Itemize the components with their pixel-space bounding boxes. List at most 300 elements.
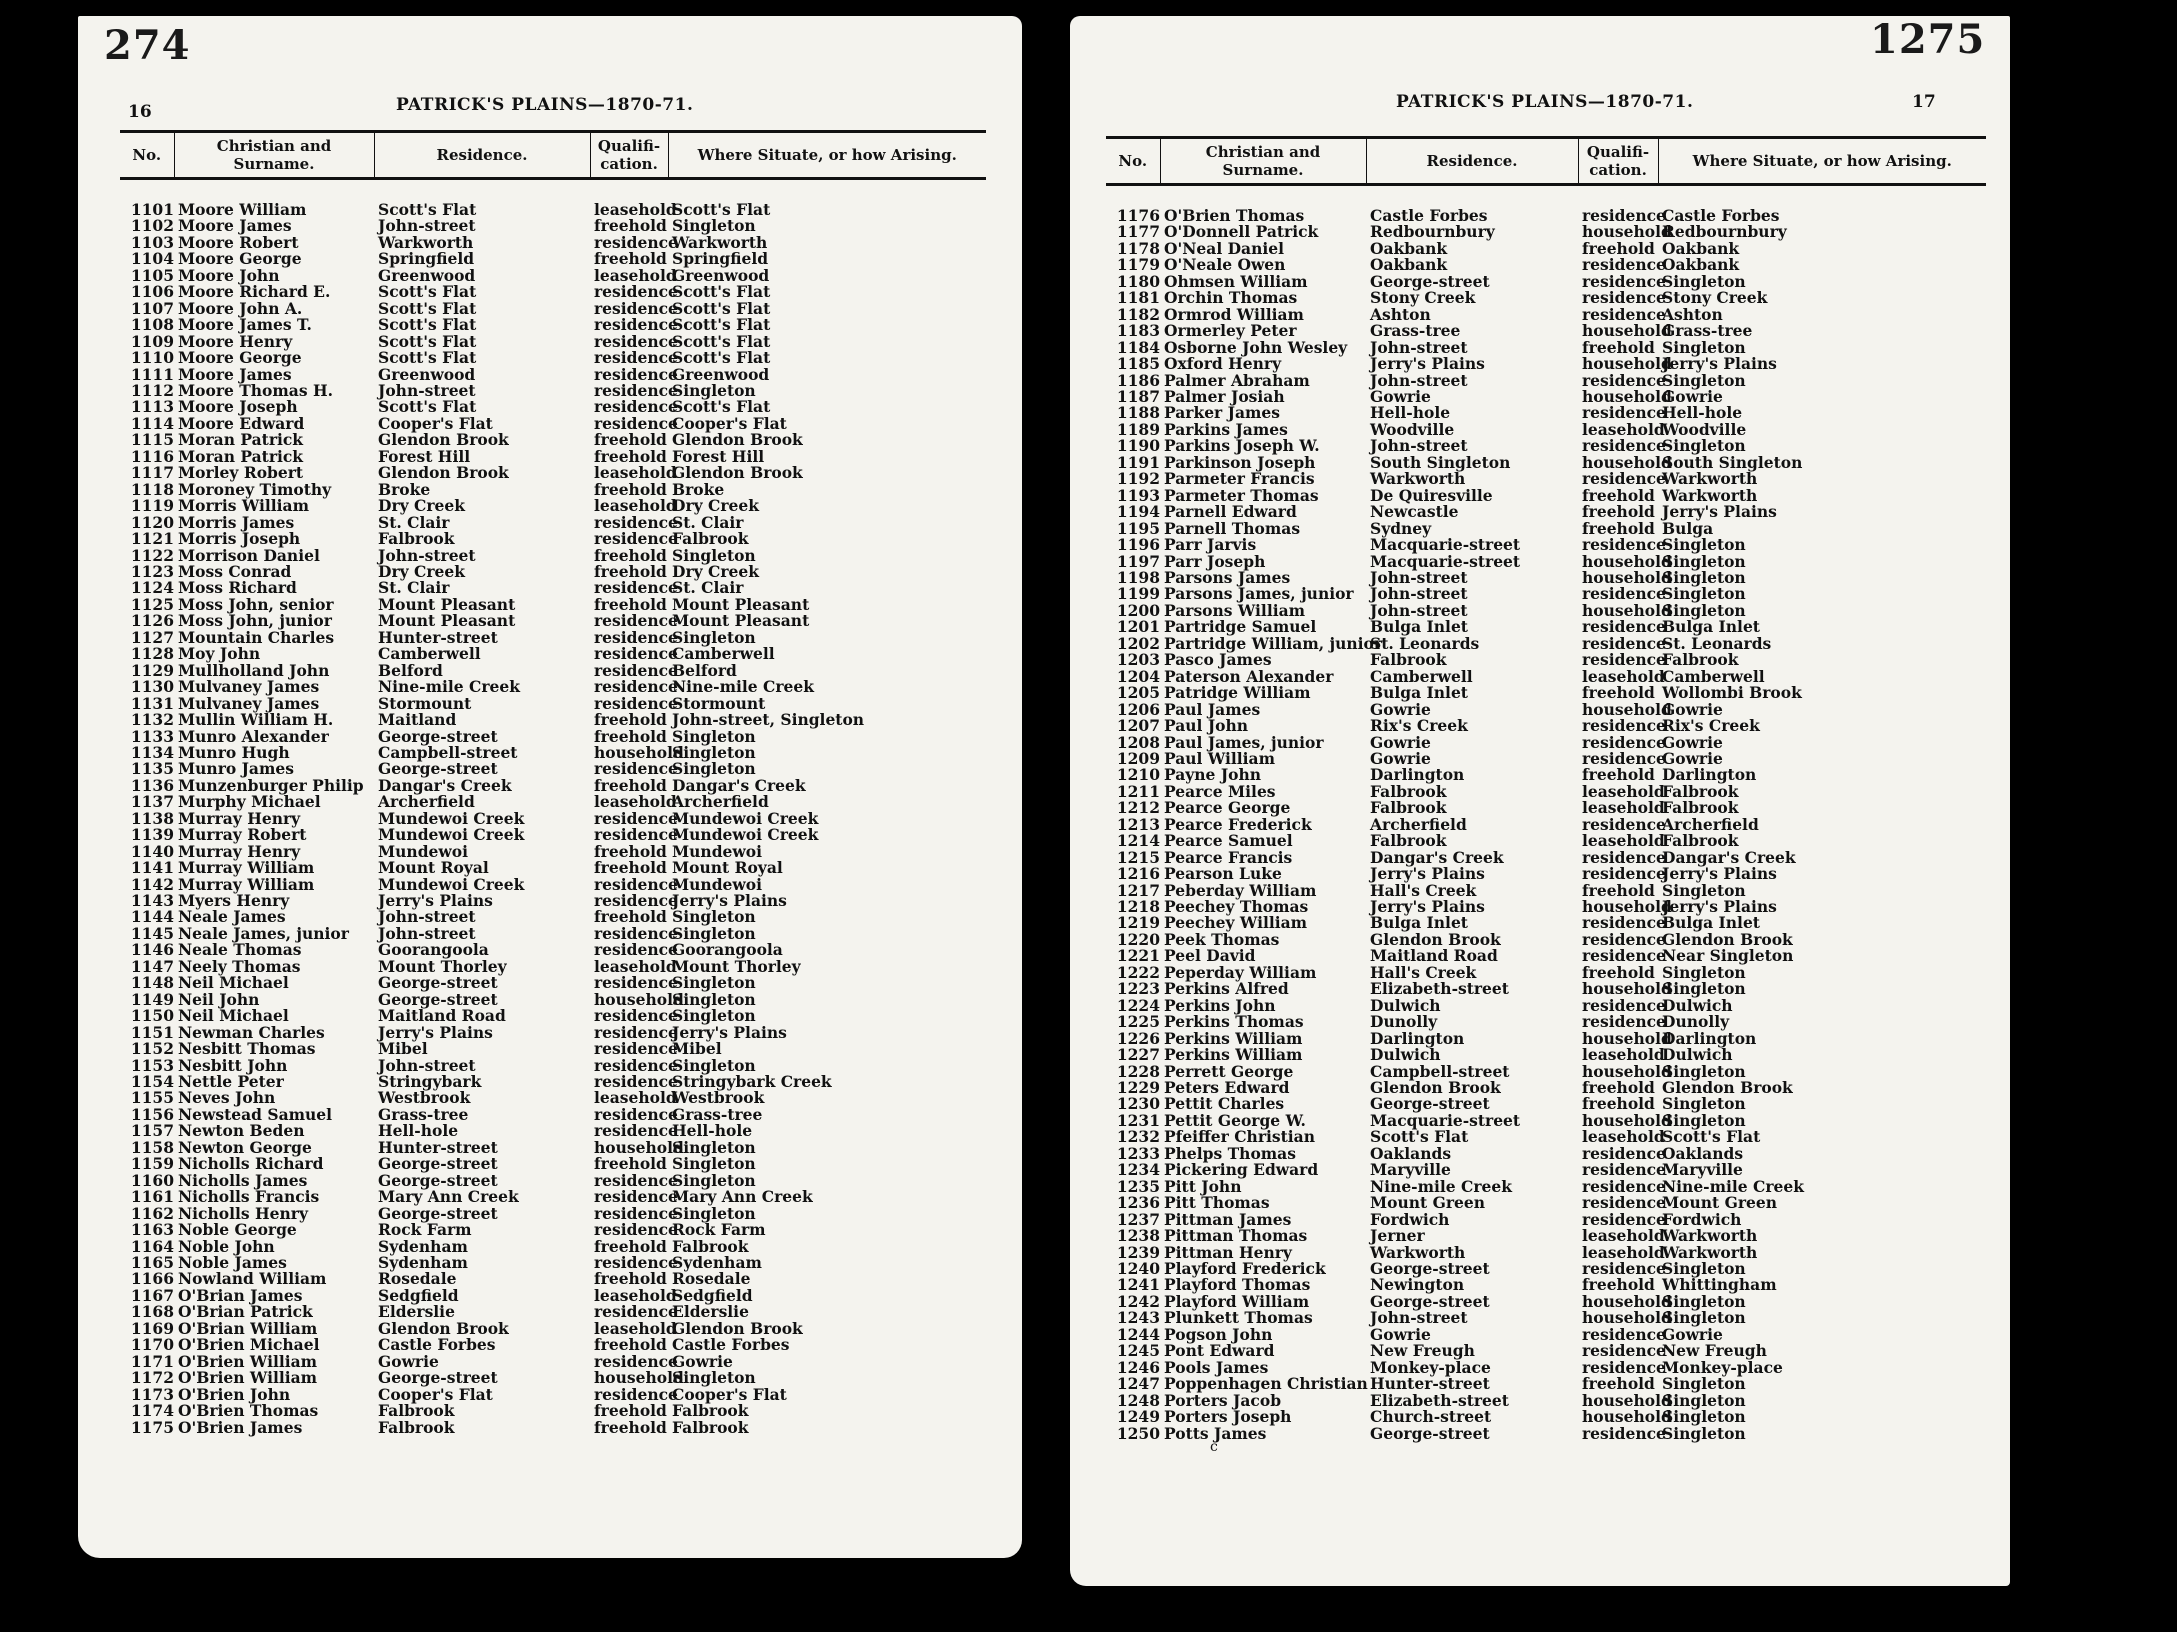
where-situate: Dangar's Creek [672,775,806,795]
row-number: 1185 [1116,354,1160,374]
qualification: household [594,1368,684,1388]
where-situate: Singleton [1662,962,1746,982]
row-number: 1142 [130,874,174,894]
row-number: 1137 [130,792,174,812]
voter-name: Pearce George [1164,798,1291,818]
residence: George-street [1370,1291,1490,1311]
residence: Mundewoi Creek [378,825,525,845]
voter-name: O'Brien William [178,1368,318,1388]
qualification: residence [1582,913,1666,933]
voter-name: Plunkett Thomas [1164,1308,1313,1328]
row-number: 1128 [130,644,174,664]
voter-name: Playford Thomas [1164,1275,1311,1295]
row-number: 1165 [130,1253,174,1272]
row-number: 1139 [130,825,174,845]
row-number: 1235 [1116,1176,1160,1196]
voter-name: Paul James, junior [1164,732,1324,752]
row-number: 1220 [1116,929,1160,949]
where-situate: Singleton [672,726,756,746]
where-situate: Gowrie [1662,699,1723,719]
voter-name: Paul James [1164,699,1261,719]
where-situate: Mount Royal [672,858,783,878]
page-title: PATRICK'S PLAINS—1870-71. [396,95,694,115]
table-header-row [120,132,986,179]
qualification: household [594,742,684,762]
qualification: freehold [594,561,667,581]
where-situate: Singleton [672,742,756,762]
residence: Rock Farm [378,1220,472,1240]
row-number: 1119 [130,496,174,516]
residence: Grass-tree [378,1104,469,1124]
qualification: residence [594,413,678,433]
residence: Jerry's Plains [1370,897,1485,917]
qualification: household [1582,600,1672,620]
qualification: freehold [1582,683,1655,703]
where-situate: Belford [672,660,737,680]
voter-name: Osborne John Wesley [1164,337,1348,357]
qualification: freehold [594,1417,667,1437]
residence: Rosedale [378,1269,457,1289]
qualification: freehold [1582,962,1655,982]
where-situate: Hell-hole [1662,403,1743,423]
qualification: residence [594,923,678,943]
row-number: 1133 [130,726,174,746]
where-situate: Singleton [1662,551,1746,571]
qualification: leasehold [594,956,677,976]
row-number: 1110 [130,348,174,368]
voter-name: Parker James [1164,403,1280,423]
voter-name: Perkins Thomas [1164,1012,1304,1032]
qualification: household [1582,1390,1672,1410]
residence: Dulwich [1370,995,1441,1015]
qualification: residence [594,364,678,384]
where-situate: Jerry's Plains [1662,897,1777,917]
qualification: freehold [1582,1275,1655,1295]
where-situate: Stormount [672,693,766,713]
voter-name: Porters Jacob [1164,1390,1282,1410]
residence: Stormount [378,693,472,713]
voter-name: Mulvaney James [178,677,320,697]
where-situate: Singleton [672,973,756,993]
left-page [78,16,1022,1558]
row-number: 1169 [130,1318,174,1338]
voter-name: Murray Henry [178,841,301,861]
row-number: 1226 [1116,1028,1160,1048]
voter-name: Moore Robert [178,232,299,252]
residence: Forest Hill [378,446,471,466]
where-situate: Singleton [1662,1110,1746,1130]
qualification: household [1582,897,1672,917]
row-number: 1175 [130,1417,174,1437]
qualification: leasehold [1582,419,1665,439]
qualification: residence [594,348,678,368]
residence: Elderslie [378,1302,455,1322]
voter-name: Perkins William [1164,1028,1303,1048]
voter-name: Ormrod William [1164,304,1304,324]
voter-name: Oxford Henry [1164,354,1282,374]
residence: St. Clair [378,512,450,532]
where-situate: Oaklands [1662,1143,1744,1163]
row-number: 1180 [1116,271,1160,291]
row-number: 1209 [1116,748,1160,768]
row-number: 1114 [130,413,174,433]
row-number: 1177 [1116,222,1160,242]
row-number: 1144 [130,907,174,927]
where-situate: Mount Thorley [672,956,801,976]
voter-name: Pearce Samuel [1164,831,1293,851]
row-number: 1112 [130,380,174,400]
qualification: household [594,989,684,1009]
qualification: freehold [1582,765,1655,785]
where-situate: Near Singleton [1662,946,1794,966]
voter-name: Moore Thomas H. [178,380,334,400]
qualification: freehold [1582,880,1655,900]
residence: Campbell-street [378,742,518,762]
where-situate: Falbrook [672,529,749,549]
row-number: 1147 [130,956,174,976]
where-situate: Warkworth [1662,1242,1758,1262]
row-number: 1191 [1116,452,1160,472]
residence: Macquarie-street [1370,551,1521,571]
residence: Campbell-street [1370,1061,1510,1081]
row-number: 1219 [1116,913,1160,933]
voter-name: Nowland William [178,1269,327,1289]
voter-name: Peechey Thomas [1164,897,1309,917]
row-number: 1159 [130,1154,174,1174]
voter-name: O'Brian James [178,1285,303,1305]
qualification: household [1582,1407,1672,1427]
qualification: freehold [594,710,667,730]
voter-name: Moran Patrick [178,430,304,450]
table-row [120,179,986,219]
voter-name: Nettle Peter [178,1072,284,1092]
voter-name: Pickering Edward [1164,1160,1319,1180]
residence: Castle Forbes [1370,206,1488,225]
residence: Mount Pleasant [378,594,516,614]
voter-name: Neely Thomas [178,956,301,976]
qualification: freehold [594,1335,667,1355]
voter-name: Munzenburger Philip [178,775,364,795]
qualification: residence [1582,1160,1666,1180]
qualification: freehold [1582,1094,1655,1114]
where-situate: Singleton [672,1055,756,1075]
voter-name: Nicholls Henry [178,1203,308,1223]
voter-name: Parkins James [1164,419,1288,439]
where-situate: Jerry's Plains [672,891,787,911]
row-number: 1200 [1116,600,1160,620]
where-situate: Gowrie [1662,386,1723,406]
residence: Scott's Flat [378,200,477,219]
qualification: residence [594,660,678,680]
residence: St. Leonards [1370,633,1480,653]
voter-name: Moore John [178,265,280,285]
voter-name: Peek Thomas [1164,929,1280,949]
residence: Ashton [1370,304,1431,324]
qualification: leasehold [594,1088,677,1108]
qualification: residence [1582,946,1666,966]
where-situate: Singleton [1662,584,1746,604]
residence: Falbrook [1370,781,1447,801]
voter-name: O'Brien Michael [178,1335,320,1355]
residence: Falbrook [1370,831,1447,851]
qualification: residence [594,627,678,647]
voter-name: Moore James [178,364,292,384]
qualification: residence [594,891,678,911]
row-number: 1194 [1116,502,1160,522]
voter-name: Moss John, senior [178,594,334,614]
row-number: 1116 [130,446,174,466]
qualification: freehold [594,1401,667,1421]
voter-name: Moore Joseph [178,397,298,417]
where-situate: Grass-tree [1662,321,1753,341]
qualification: household [1582,1110,1672,1130]
qualification: residence [1582,535,1666,555]
residence: Cooper's Flat [378,1384,493,1404]
row-number: 1230 [1116,1094,1160,1114]
residence: Woodville [1370,419,1455,439]
where-situate: Mundewoi Creek [672,808,819,828]
qualification: residence [594,1104,678,1124]
row-number: 1201 [1116,617,1160,637]
qualification: residence [594,1006,678,1026]
voter-name: Parr Joseph [1164,551,1266,571]
qualification: residence [1582,748,1666,768]
voter-name: Pearce Frederick [1164,814,1312,834]
qualification: leasehold [594,200,677,219]
qualification: residence [594,874,678,894]
where-situate: Greenwood [672,265,770,285]
where-situate: Stringybark Creek [672,1072,832,1092]
residence: Stony Creek [1370,288,1476,308]
qualification: residence [1582,1012,1666,1032]
row-number: 1156 [130,1104,174,1124]
residence: Jerner [1370,1226,1425,1246]
residence: Castle Forbes [378,1335,496,1355]
where-situate: Dunolly [1662,1012,1730,1032]
where-situate: Singleton [672,1170,756,1190]
header-residence: Residence. [374,132,590,179]
residence: John-street [378,545,476,565]
table-row [1106,185,1986,225]
residence: John-street [378,907,476,927]
voter-name: Pittman Thomas [1164,1226,1308,1246]
row-number: 1193 [1116,485,1160,505]
row-number: 1154 [130,1072,174,1092]
voter-name: Playford Frederick [1164,1259,1326,1278]
header-qualification: Qualifi-cation. [1578,138,1658,185]
residence: Mundewoi Creek [378,808,525,828]
voter-name: Porters Joseph [1164,1407,1292,1427]
row-number: 1157 [130,1121,174,1141]
residence: Darlington [1370,765,1465,785]
row-number: 1153 [130,1055,174,1075]
residence: George-street [1370,271,1490,291]
where-situate: Gowrie [1662,1324,1723,1344]
where-situate: Singleton [672,216,756,236]
row-number: 1109 [130,331,174,351]
residence: Gowrie [1370,1324,1431,1344]
residence: Cooper's Flat [378,413,493,433]
where-situate: Mibel [672,1039,722,1059]
residence: St. Clair [378,578,450,598]
voter-name: Pitt John [1164,1176,1242,1196]
qualification: leasehold [594,463,677,483]
residence: Church-street [1370,1407,1492,1427]
row-number: 1214 [1116,831,1160,851]
qualification: residence [594,380,678,400]
voter-name: Pearce Miles [1164,781,1276,801]
voter-name: Mullholland John [178,660,330,680]
residence: Scott's Flat [378,397,477,417]
row-number: 1206 [1116,699,1160,719]
residence: John-street [1370,584,1468,604]
row-number: 1143 [130,891,174,911]
residence: John-street [1370,436,1468,456]
where-situate: Singleton [1662,1291,1746,1311]
row-number: 1167 [130,1285,174,1305]
qualification: freehold [1582,238,1655,258]
qualification: freehold [594,430,667,450]
where-situate: Scott's Flat [672,315,771,335]
voter-name: Moran Patrick [178,446,304,466]
row-number: 1192 [1116,469,1160,489]
row-number: 1238 [1116,1226,1160,1246]
row-number: 1203 [1116,650,1160,670]
where-situate: Singleton [1662,1390,1746,1410]
where-situate: Whittingham [1662,1275,1777,1295]
residence: George-street [378,1368,498,1388]
residence: Greenwood [378,364,476,384]
where-situate: Falbrook [1662,831,1739,851]
where-situate: Bulga Inlet [1662,913,1760,933]
residence: George-street [378,989,498,1009]
where-situate: Bulga [1662,518,1714,538]
qualification: residence [1582,995,1666,1015]
where-situate: Warkworth [1662,485,1758,505]
row-number: 1102 [130,216,174,236]
row-number: 1151 [130,1022,174,1042]
row-number: 1173 [130,1384,174,1404]
voter-name: Pettit Charles [1164,1094,1285,1114]
voter-name: Parnell Edward [1164,502,1297,522]
voter-name: Pools James [1164,1357,1269,1377]
where-situate: Singleton [1662,1308,1746,1328]
where-situate: Glendon Brook [1662,1078,1793,1098]
qualification: leasehold [594,496,677,516]
page-number: 16 [128,102,152,122]
qualification: leasehold [1582,781,1665,801]
qualification: residence [1582,732,1666,752]
where-situate: Dry Creek [672,561,759,581]
where-situate: Rix's Creek [1662,716,1760,736]
residence: Nine-mile Creek [378,677,521,697]
residence: Mount Green [1370,1193,1485,1213]
voter-name: Pettit George W. [1164,1110,1306,1130]
where-situate: Stony Creek [1662,288,1768,308]
residence: Jerry's Plains [1370,354,1485,374]
residence: Mount Thorley [378,956,507,976]
where-situate: Falbrook [672,1417,749,1437]
row-number: 1135 [130,759,174,779]
where-situate: Mary Ann Creek [672,1187,813,1207]
qualification: residence [594,298,678,318]
voter-name: Pitt Thomas [1164,1193,1270,1213]
qualification: leasehold [1582,1045,1665,1065]
voter-name: O'Brien John [178,1384,291,1404]
residence: George-street [378,1154,498,1174]
residence: Bulga Inlet [1370,913,1468,933]
qualification: leasehold [1582,831,1665,851]
row-number: 1184 [1116,337,1160,357]
row-number: 1189 [1116,419,1160,439]
row-number: 1225 [1116,1012,1160,1032]
where-situate: Singleton [1662,1407,1746,1427]
residence: Falbrook [378,1417,455,1437]
voter-name: Peters Edward [1164,1078,1290,1098]
qualification: residence [1582,617,1666,637]
where-situate: Scott's Flat [672,298,771,318]
qualification: residence [1582,255,1666,275]
residence: Belford [378,660,443,680]
row-number: 1216 [1116,864,1160,884]
residence: Glendon Brook [1370,1078,1501,1098]
register-table [1106,136,1986,1442]
right-page [1070,16,2010,1586]
qualification: household [1582,452,1672,472]
residence: Hell-hole [1370,403,1451,423]
voter-name: Potts James [1164,1423,1267,1443]
row-number: 1126 [130,611,174,631]
residence: Falbrook [378,1401,455,1421]
residence: Macquarie-street [1370,535,1521,555]
voter-name: Nicholls Francis [178,1187,320,1207]
residence: Scott's Flat [378,298,477,318]
qualification: residence [1582,469,1666,489]
voter-name: Peel David [1164,946,1256,966]
voter-name: Murray Robert [178,825,307,845]
where-situate: Elderslie [672,1302,749,1322]
voter-name: O'Brien Thomas [178,1401,319,1421]
qualification: residence [594,1253,678,1272]
voter-name: Playford William [1164,1291,1310,1311]
where-situate: Singleton [1662,1374,1746,1394]
voter-name: Parnell Thomas [1164,518,1301,538]
row-number: 1198 [1116,567,1160,587]
where-situate: Archerfield [1662,814,1759,834]
where-situate: Redbournbury [1662,222,1787,242]
qualification: leasehold [1582,1127,1665,1147]
where-situate: Singleton [1662,979,1746,999]
where-situate: St. Clair [672,578,744,598]
where-situate: Falbrook [1662,650,1739,670]
row-number: 1171 [130,1351,174,1371]
voter-name: Peperday William [1164,962,1317,982]
where-situate: Dry Creek [672,496,759,516]
row-number: 1121 [130,529,174,549]
row-number: 1244 [1116,1324,1160,1344]
where-situate: Ashton [1662,304,1723,324]
qualification: residence [594,759,678,779]
qualification: leasehold [1582,1226,1665,1246]
header-residence: Residence. [1366,138,1578,185]
voter-name: Mullin William H. [178,710,334,730]
row-number: 1208 [1116,732,1160,752]
residence: Springfield [378,249,475,269]
where-situate: Camberwell [672,644,775,664]
voter-name: O'Neal Daniel [1164,238,1284,258]
row-number: 1217 [1116,880,1160,900]
qualification: residence [1582,1176,1666,1196]
